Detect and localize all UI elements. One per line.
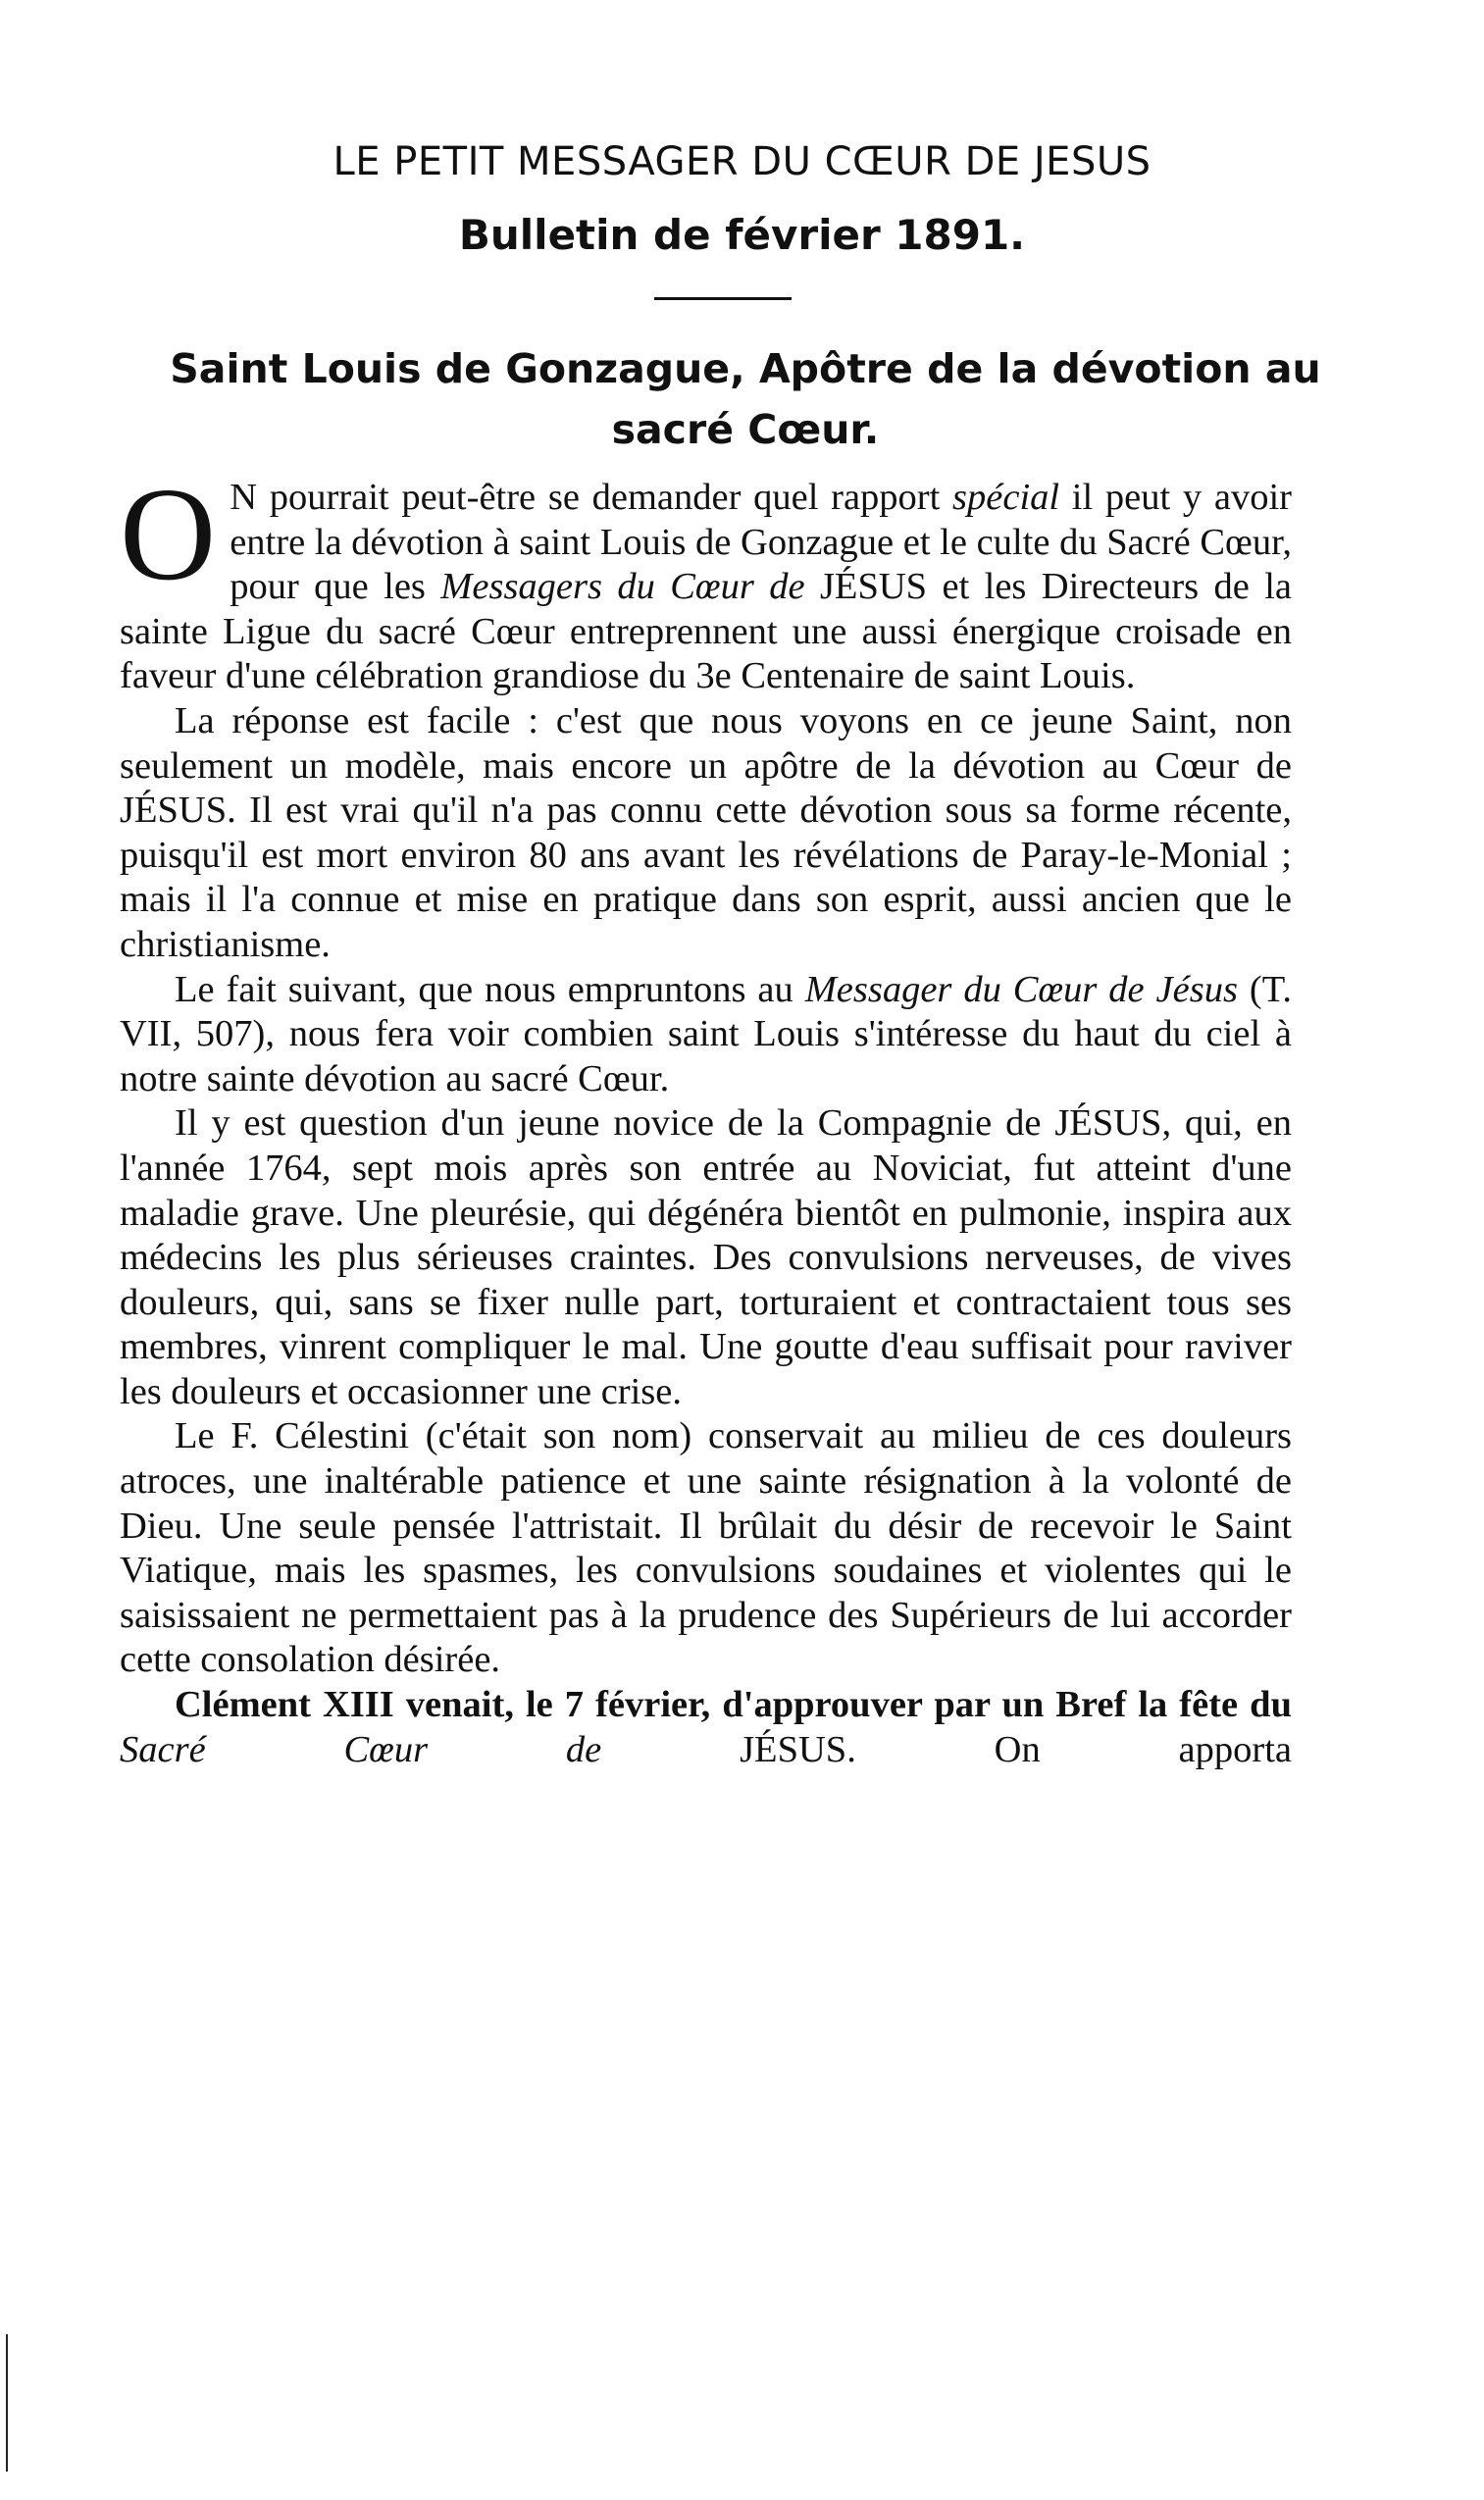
drop-cap: O <box>120 461 217 608</box>
paragraph-1 <box>120 461 1293 699</box>
paragraph-3-text-b: (T. VII, 507), nous fera voir combien saint Louis s'intéresse du haut du ciel à notre sainte dévotion au sacré Cœur. <box>120 968 1292 1099</box>
article-body <box>120 461 1293 1772</box>
paragraph-4-text-a: Il y est question d'un jeune novice de la Compagnie de <box>175 1102 1055 1145</box>
paragraph-2-text-b: . Il est vrai qu'il n'a pas connu cette dévotion sous sa forme récente, puisqu'il est mort environ 80 ans avant les révélations de Paray-le-Monial ; mais il l'a connue et mise en pratique dans son esprit, aussi ancien que le christianisme. <box>120 790 1292 965</box>
emphasis-messagers: Messagers du Cœur de <box>440 566 805 608</box>
journal-title: LE PETIT MESSAGER DU CŒUR DE JESUS <box>333 139 1151 184</box>
paragraph-4 <box>120 1101 1292 1414</box>
paragraph-2 <box>120 699 1292 968</box>
name-jesus: JÉSUS <box>819 566 928 608</box>
paragraph-4-text-b: , qui, en l'année 1764, sept mois après son entrée au Noviciat, fut atteint d'une maladie grave. Une pleurésie, qui dégénéra bientôt en pulmonie, inspira aux médecins les plus sérieuses craintes. Des convulsions nerveuses, de vives douleurs, qui, sans se fixer nulle part, torturaient et contractaient tous ses membres, vinrent compliquer le mal. Une goutte d'eau suffisait pour raviver les douleurs et occasionner une crise. <box>120 1102 1292 1412</box>
bulletin-date: Bulletin de février 1891. <box>458 211 1026 259</box>
margin-scan-mark <box>6 2334 8 2472</box>
paragraph-1-text-b: il peut y avoir entre la dévotion à saint Louis de Gonzague et le culte du Sacré Cœur, pour que les <box>230 477 1292 608</box>
paragraph-6-text-b: . On apporta <box>846 1728 1292 1770</box>
name-jesus: JÉSUS <box>120 790 228 832</box>
paragraph-5-text: Le F. Célestini (c'était son nom) conservait au milieu de ces douleurs atroces, une inaltérable patience et une sainte résignation à la volonté de Dieu. Une seule pensée l'attristait. Il brûlait du désir de recevoir le Saint Viatique, mais les spasmes, les convulsions soudaines et violentes qui le saisissaient ne permettaient pas à la prudence des Supérieurs de lui accorder cette consolation désirée. <box>120 1415 1292 1681</box>
paragraph-5 <box>120 1414 1292 1683</box>
paragraph-6 <box>120 1683 1292 1772</box>
paragraph-2-text-a: La réponse est facile : c'est que nous voyons en ce jeune Saint, non seulement un modèle, mais encore un apôtre de la dévotion au Cœur de <box>120 699 1292 787</box>
emphasis-messager: Messager du Cœur de Jésus <box>804 968 1238 1010</box>
article-title: Saint Louis de Gonzague, Apôtre de la dévotion au sacré Cœur. <box>170 345 1321 453</box>
name-jesus: JÉSUS <box>740 1728 847 1770</box>
paragraph-1-text-c: et les Directeurs de la sainte Ligue du sacré Cœur entreprennent une aussi énergique croisade en faveur d'une célébration grandiose du 3e Centenaire de saint Louis. <box>120 566 1293 697</box>
paragraph-6-text-a: Clément XIII venait, le 7 février, d'approuver par un Bref la fête du <box>175 1684 1292 1726</box>
emphasis-special: spécial <box>952 477 1060 518</box>
lead-letter: N <box>230 477 258 518</box>
name-jesus: JÉSUS <box>1054 1102 1162 1145</box>
emphasis-sacre-coeur: Sacré Cœur de <box>120 1728 602 1770</box>
section-divider <box>654 297 792 300</box>
paragraph-1-text-a: pourrait peut-être se demander quel rapport <box>257 477 953 518</box>
paragraph-3 <box>120 968 1292 1102</box>
paragraph-3-text-a: Le fait suivant, que nous empruntons au <box>175 968 805 1010</box>
